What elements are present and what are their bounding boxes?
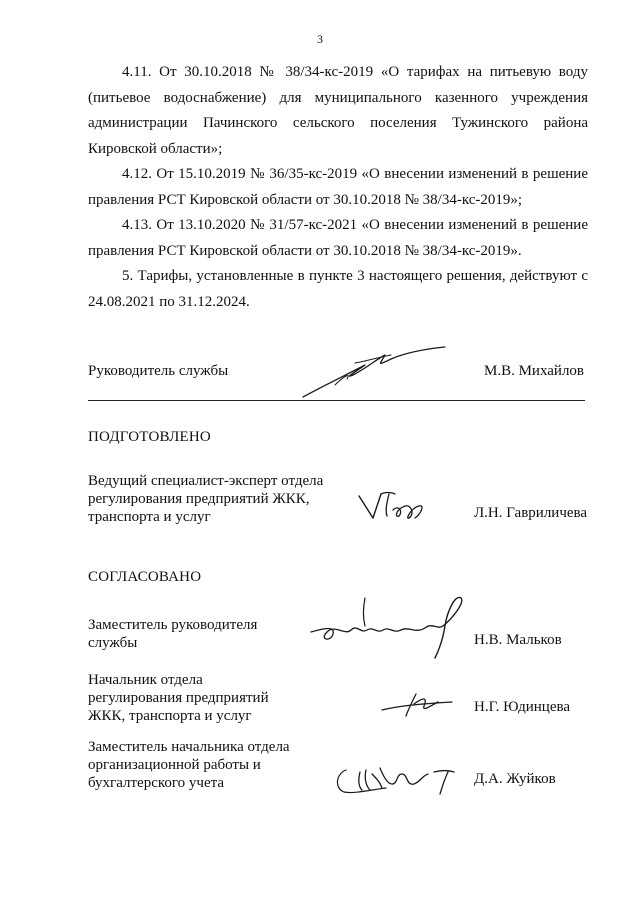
signer-3-role: Заместитель начальника отдела организационной работы и бухгалтерского учета [88, 739, 290, 791]
signer-1-role: Заместитель руководителя службы [88, 617, 258, 651]
signer-2-name: Н.Г. Юдинцева [474, 699, 571, 715]
divider-line [88, 400, 585, 401]
signer-1-signature [305, 592, 485, 662]
signer-3-name: Д.А. Жуйков [474, 771, 556, 787]
paragraph-5: 5. Тарифы, установленные в пункте 3 настоящего решения, действуют с 24.08.2021 по 31.12.2024. [88, 268, 588, 310]
agreed-heading: СОГЛАСОВАНО [88, 569, 202, 585]
paragraph-4-12: 4.12. От 15.10.2019 № 36/35-кс-2019 «О внесении изменений в решение правления РСТ Кировской области от 30.10.2018 № 38/34-кс-2019»; [88, 166, 588, 208]
prepared-heading: ПОДГОТОВЛЕНО [88, 429, 211, 445]
head-signature [295, 345, 455, 405]
prepared-name: Л.Н. Гавриличева [474, 505, 588, 521]
signer-1-name: Н.В. Мальков [474, 632, 562, 648]
page-number: 3 [317, 32, 323, 46]
signer-3-signature [330, 760, 460, 800]
paragraph-4-13: 4.13. От 13.10.2020 № 31/57-кс-2021 «О внесении изменений в решение правления РСТ Кировской области от 30.10.2018 № 38/34-кс-2019». [88, 217, 588, 259]
prepared-signature [355, 488, 435, 528]
signer-2-role: Начальник отдела регулирования предприятий ЖКК, транспорта и услуг [88, 672, 269, 724]
head-role: Руководитель службы [88, 363, 229, 379]
signer-2-signature [378, 688, 458, 720]
paragraph-4-11: 4.11. От 30.10.2018 № 38/34-кс-2019 «О тарифах на питьевую воду (питьевое водоснабжение) для муниципального казенного учреждения администрации Пачинского сельского поселения Тужинского района Кировской области»; [88, 64, 588, 157]
prepared-role: Ведущий специалист-эксперт отдела регулирования предприятий ЖКК, транспорта и услуг [88, 473, 324, 525]
head-name: М.В. Михайлов [484, 363, 585, 379]
